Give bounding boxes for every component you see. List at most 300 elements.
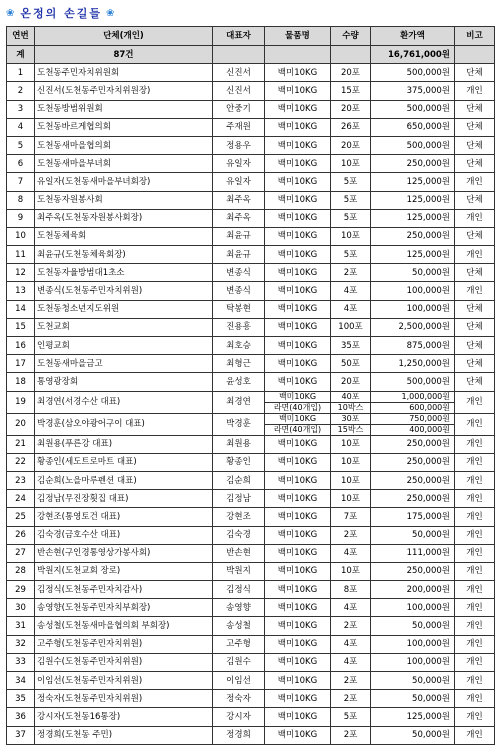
item-name: 백미10KG: [265, 173, 331, 191]
row-number: 34: [7, 672, 35, 690]
donor-name: 도천동자원봉사회: [35, 191, 213, 209]
donor-name: 최경연(서경수산 대표): [35, 391, 213, 413]
remark: 단체: [455, 136, 495, 154]
table-row: [7, 300, 495, 318]
row-number: 22: [7, 453, 35, 471]
representative: 유일자: [213, 155, 265, 173]
item-name: 백미10KG: [265, 599, 331, 617]
row-number: 12: [7, 264, 35, 282]
table-row: [7, 471, 495, 489]
remark: 개인: [455, 599, 495, 617]
quantity: 15포: [331, 82, 371, 100]
quantity: 2포: [331, 672, 371, 690]
donor-name: 도천동새마을협의회: [35, 136, 213, 154]
remark: 개인: [455, 726, 495, 744]
item-name: 백미10KG: [265, 82, 331, 100]
table-row: [7, 355, 495, 373]
row-number: 18: [7, 373, 35, 391]
row-number: 16: [7, 337, 35, 355]
remark: 개인: [455, 562, 495, 580]
representative: 최경연: [213, 391, 265, 413]
col-header: 수량: [331, 27, 371, 46]
item-name: 백미10KG: [265, 653, 331, 671]
remark: 단체: [455, 100, 495, 118]
amount: 1,250,000원: [371, 355, 455, 373]
representative: 박경훈: [213, 413, 265, 435]
quantity: 10포: [331, 490, 371, 508]
donor-name: 반손현(구인경통영상가봉사회): [35, 544, 213, 562]
donor-name: 김정식(도천동주민자치감사): [35, 581, 213, 599]
item-name: 백미10KG: [265, 391, 331, 402]
table-row: [7, 337, 495, 355]
donor-name: 인평교회: [35, 337, 213, 355]
item-name: 백미10KG: [265, 562, 331, 580]
donor-name: 송성철(도천동새마을협의회 부회장): [35, 617, 213, 635]
donor-name: 박경훈(삼오야광어구이 대표): [35, 413, 213, 435]
quantity: 50포: [331, 355, 371, 373]
total-row: [7, 46, 495, 64]
remark: 개인: [455, 209, 495, 227]
donor-name: 최원용(푸른강 대표): [35, 435, 213, 453]
table-row: [7, 173, 495, 191]
table-row: [7, 191, 495, 209]
representative: 신진서: [213, 82, 265, 100]
item-name: 백미10KG: [265, 617, 331, 635]
quantity: 4포: [331, 300, 371, 318]
representative: 최주옥: [213, 191, 265, 209]
amount: 875,000원: [371, 337, 455, 355]
row-number: 30: [7, 599, 35, 617]
item-name: 백미10KG: [265, 64, 331, 82]
total-label: 계: [7, 46, 35, 64]
representative: 최주옥: [213, 209, 265, 227]
row-number: 14: [7, 300, 35, 318]
row-number: 33: [7, 653, 35, 671]
remark: 개인: [455, 526, 495, 544]
table-row: [7, 391, 495, 402]
amount: 750,000원: [371, 413, 455, 424]
table-row: [7, 155, 495, 173]
amount: 100,000원: [371, 635, 455, 653]
col-header: 연번: [7, 27, 35, 46]
quantity: 2포: [331, 617, 371, 635]
quantity: 20포: [331, 373, 371, 391]
remark: 단체: [455, 355, 495, 373]
quantity: 10포: [331, 155, 371, 173]
remark: 단체: [455, 64, 495, 82]
quantity: 10포: [331, 471, 371, 489]
table-row: [7, 373, 495, 391]
item-name: 백미10KG: [265, 581, 331, 599]
table-row: [7, 581, 495, 599]
remark: 단체: [455, 337, 495, 355]
row-number: 10: [7, 227, 35, 245]
representative: 신진서: [213, 64, 265, 82]
row-number: 9: [7, 209, 35, 227]
donor-name: 도천동주민자치위원회: [35, 64, 213, 82]
item-name: 백미10KG: [265, 155, 331, 173]
row-number: 5: [7, 136, 35, 154]
amount: 250,000원: [371, 453, 455, 471]
amount: 500,000원: [371, 373, 455, 391]
item-name: 백미10KG: [265, 544, 331, 562]
item-name: 백미10KG: [265, 318, 331, 336]
representative: 정경희: [213, 726, 265, 744]
donor-name: 송영향(도천동주민자치부회장): [35, 599, 213, 617]
item-name: 백미10KG: [265, 471, 331, 489]
remark: 개인: [455, 391, 495, 413]
table-row: [7, 82, 495, 100]
quantity: 15박스: [331, 424, 371, 435]
table-row: [7, 599, 495, 617]
remark: 개인: [455, 282, 495, 300]
quantity: 10포: [331, 453, 371, 471]
remark: 개인: [455, 635, 495, 653]
quantity: 7포: [331, 508, 371, 526]
col-header: 대표자: [213, 27, 265, 46]
item-name: 백미10KG: [265, 635, 331, 653]
table-row: [7, 100, 495, 118]
row-number: 19: [7, 391, 35, 413]
representative: 강현조: [213, 508, 265, 526]
representative: 강시자: [213, 708, 265, 726]
amount: 100,000원: [371, 282, 455, 300]
representative: 황종인: [213, 453, 265, 471]
row-number: 8: [7, 191, 35, 209]
amount: 100,000원: [371, 653, 455, 671]
amount: 375,000원: [371, 82, 455, 100]
row-number: 25: [7, 508, 35, 526]
remark: 개인: [455, 246, 495, 264]
table-row: [7, 544, 495, 562]
donor-name: 정경희(도천동 주민): [35, 726, 213, 744]
amount: 125,000원: [371, 209, 455, 227]
table-row: [7, 227, 495, 245]
remark: 단체: [455, 264, 495, 282]
quantity: 5포: [331, 246, 371, 264]
quantity: 2포: [331, 526, 371, 544]
row-number: 27: [7, 544, 35, 562]
table-row: [7, 136, 495, 154]
quantity: 4포: [331, 544, 371, 562]
representative: 김순희: [213, 471, 265, 489]
donor-name: 이임선(도천동주민자치위원): [35, 672, 213, 690]
total-amount: 16,761,000원: [371, 46, 455, 64]
table-row: [7, 690, 495, 708]
amount: 250,000원: [371, 435, 455, 453]
row-number: 2: [7, 82, 35, 100]
remark: 개인: [455, 690, 495, 708]
item-name: 라면(40개입): [265, 402, 331, 413]
representative: 변종식: [213, 282, 265, 300]
donation-table: [6, 26, 495, 745]
quantity: 8포: [331, 581, 371, 599]
row-number: 7: [7, 173, 35, 191]
row-number: 1: [7, 64, 35, 82]
table-row: [7, 64, 495, 82]
remark: 개인: [455, 453, 495, 471]
donor-name: 통영광장회: [35, 373, 213, 391]
item-name: 백미10KG: [265, 100, 331, 118]
item-name: 백미10KG: [265, 246, 331, 264]
amount: 125,000원: [371, 708, 455, 726]
quantity: 30포: [331, 413, 371, 424]
row-number: 31: [7, 617, 35, 635]
donor-name: 황종인(세도트로마트 대표): [35, 453, 213, 471]
remark: 단체: [455, 227, 495, 245]
table-row: [7, 672, 495, 690]
row-number: 20: [7, 413, 35, 435]
quantity: 26포: [331, 118, 371, 136]
amount: 600,000원: [371, 402, 455, 413]
amount: 111,000원: [371, 544, 455, 562]
remark: 개인: [455, 435, 495, 453]
amount: 500,000원: [371, 64, 455, 82]
donor-name: 도천동방범위원회: [35, 100, 213, 118]
representative: 윤성호: [213, 373, 265, 391]
representative: 정용우: [213, 136, 265, 154]
quantity: 10박스: [331, 402, 371, 413]
quantity: 10포: [331, 435, 371, 453]
donor-name: 도천동청소년지도위원: [35, 300, 213, 318]
item-name: 백미10KG: [265, 726, 331, 744]
table-row: [7, 282, 495, 300]
representative: 최호승: [213, 337, 265, 355]
amount: 125,000원: [371, 173, 455, 191]
quantity: 100포: [331, 318, 371, 336]
donor-name: 도천교회: [35, 318, 213, 336]
amount: 400,000원: [371, 424, 455, 435]
amount: 125,000원: [371, 246, 455, 264]
row-number: 37: [7, 726, 35, 744]
representative: 최원용: [213, 435, 265, 453]
representative: 변종식: [213, 264, 265, 282]
amount: 50,000원: [371, 690, 455, 708]
item-name: 백미10KG: [265, 209, 331, 227]
quantity: 10포: [331, 227, 371, 245]
item-name: 백미10KG: [265, 453, 331, 471]
col-header: 환가액: [371, 27, 455, 46]
page-title: [6, 4, 116, 22]
item-name: 백미10KG: [265, 191, 331, 209]
remark: 개인: [455, 490, 495, 508]
row-number: 3: [7, 100, 35, 118]
quantity: 5포: [331, 708, 371, 726]
representative: 최윤규: [213, 246, 265, 264]
table-row: [7, 413, 495, 424]
col-header: 단체(개인): [35, 27, 213, 46]
representative: 박원지: [213, 562, 265, 580]
remark: 개인: [455, 173, 495, 191]
donor-name: 강시자(도천동16통장): [35, 708, 213, 726]
quantity: 20포: [331, 136, 371, 154]
header-row: [7, 27, 495, 46]
donor-name: 김순희(노을마루펜션 대표): [35, 471, 213, 489]
remark: 개인: [455, 413, 495, 435]
title-text: 온정의 손길들: [20, 7, 102, 20]
item-name: 백미10KG: [265, 672, 331, 690]
amount: 250,000원: [371, 490, 455, 508]
quantity: 5포: [331, 173, 371, 191]
donor-name: 김정남(무진장횟집 대표): [35, 490, 213, 508]
item-name: 백미10KG: [265, 118, 331, 136]
representative: 김정식: [213, 581, 265, 599]
donor-name: 도천동새마을금고: [35, 355, 213, 373]
table-row: [7, 318, 495, 336]
amount: 50,000원: [371, 526, 455, 544]
remark: 개인: [455, 544, 495, 562]
representative: 최형근: [213, 355, 265, 373]
item-name: 라면(40개입): [265, 424, 331, 435]
quantity: 5포: [331, 209, 371, 227]
representative: 탁봉현: [213, 300, 265, 318]
quantity: 4포: [331, 599, 371, 617]
row-number: 15: [7, 318, 35, 336]
representative: 고주형: [213, 635, 265, 653]
table-row: [7, 435, 495, 453]
representative: 정숙자: [213, 690, 265, 708]
amount: 200,000원: [371, 581, 455, 599]
total-count: 87건: [35, 46, 213, 64]
quantity: 35포: [331, 337, 371, 355]
col-header: 비고: [455, 27, 495, 46]
donor-name: 김숙경(금호수산 대표): [35, 526, 213, 544]
row-number: 6: [7, 155, 35, 173]
representative: 유일자: [213, 173, 265, 191]
remark: 단체: [455, 373, 495, 391]
donor-name: 박원지(도천교회 장로): [35, 562, 213, 580]
amount: 250,000원: [371, 562, 455, 580]
item-name: 백미10KG: [265, 508, 331, 526]
amount: 125,000원: [371, 191, 455, 209]
table-row: [7, 508, 495, 526]
remark: 개인: [455, 508, 495, 526]
quantity: 5포: [331, 191, 371, 209]
remark: 개인: [455, 82, 495, 100]
amount: 1,000,000원: [371, 391, 455, 402]
quantity: 4포: [331, 635, 371, 653]
donor-name: 정숙자(도천동주민자치위원): [35, 690, 213, 708]
table-row: [7, 635, 495, 653]
item-name: 백미10KG: [265, 300, 331, 318]
representative: 이임선: [213, 672, 265, 690]
quantity: 4포: [331, 282, 371, 300]
item-name: 백미10KG: [265, 690, 331, 708]
item-name: 백미10KG: [265, 413, 331, 424]
table-row: [7, 562, 495, 580]
amount: 175,000원: [371, 508, 455, 526]
representative: 안중기: [213, 100, 265, 118]
amount: 2,500,000원: [371, 318, 455, 336]
remark: 개인: [455, 653, 495, 671]
quantity: 20포: [331, 100, 371, 118]
donor-name: 김원수(도천동주민자치위원): [35, 653, 213, 671]
remark: 개인: [455, 617, 495, 635]
representative: 김정남: [213, 490, 265, 508]
donor-name: 최주옥(도천동자원봉사회장): [35, 209, 213, 227]
amount: 500,000원: [371, 136, 455, 154]
col-header: 물품명: [265, 27, 331, 46]
row-number: 29: [7, 581, 35, 599]
representative: 김숙경: [213, 526, 265, 544]
amount: 50,000원: [371, 617, 455, 635]
row-number: 28: [7, 562, 35, 580]
quantity: 2포: [331, 690, 371, 708]
table-row: [7, 453, 495, 471]
amount: 250,000원: [371, 227, 455, 245]
flower-icon: ❀: [105, 7, 117, 19]
item-name: 백미10KG: [265, 282, 331, 300]
amount: 100,000원: [371, 599, 455, 617]
row-number: 24: [7, 490, 35, 508]
remark: 단체: [455, 155, 495, 173]
remark: 단체: [455, 300, 495, 318]
amount: 250,000원: [371, 471, 455, 489]
item-name: 백미10KG: [265, 136, 331, 154]
remark: 개인: [455, 471, 495, 489]
donor-name: 최윤규(도천동체육회장): [35, 246, 213, 264]
remark: 단체: [455, 318, 495, 336]
row-number: 4: [7, 118, 35, 136]
row-number: 23: [7, 471, 35, 489]
row-number: 11: [7, 246, 35, 264]
remark: 개인: [455, 708, 495, 726]
quantity: 10포: [331, 562, 371, 580]
amount: 50,000원: [371, 726, 455, 744]
amount: 250,000원: [371, 155, 455, 173]
item-name: 백미10KG: [265, 435, 331, 453]
amount: 500,000원: [371, 100, 455, 118]
table-row: [7, 526, 495, 544]
representative: 주재원: [213, 118, 265, 136]
item-name: 백미10KG: [265, 227, 331, 245]
amount: 100,000원: [371, 300, 455, 318]
donor-name: 강현조(통영토건 대표): [35, 508, 213, 526]
donor-name: 도천동바르게협의회: [35, 118, 213, 136]
item-name: 백미10KG: [265, 355, 331, 373]
amount: 50,000원: [371, 672, 455, 690]
quantity: 4포: [331, 653, 371, 671]
donor-name: 도천동체육회: [35, 227, 213, 245]
item-name: 백미10KG: [265, 264, 331, 282]
table-row: [7, 246, 495, 264]
donor-name: 유일자(도천동새마을부녀회장): [35, 173, 213, 191]
item-name: 백미10KG: [265, 526, 331, 544]
row-number: 36: [7, 708, 35, 726]
row-number: 21: [7, 435, 35, 453]
donor-name: 변종식(도천동주민자치위원): [35, 282, 213, 300]
remark: 단체: [455, 118, 495, 136]
quantity: 2포: [331, 264, 371, 282]
representative: 진용흥: [213, 318, 265, 336]
quantity: 40포: [331, 391, 371, 402]
table-row: [7, 708, 495, 726]
quantity: 20포: [331, 64, 371, 82]
flower-icon: ❀: [6, 7, 17, 19]
table-row: [7, 209, 495, 227]
item-name: 백미10KG: [265, 490, 331, 508]
representative: 김원수: [213, 653, 265, 671]
remark: 개인: [455, 672, 495, 690]
row-number: 32: [7, 635, 35, 653]
row-number: 35: [7, 690, 35, 708]
row-number: 13: [7, 282, 35, 300]
item-name: 백미10KG: [265, 373, 331, 391]
row-number: 26: [7, 526, 35, 544]
quantity: 2포: [331, 726, 371, 744]
table-row: [7, 617, 495, 635]
table-row: [7, 653, 495, 671]
